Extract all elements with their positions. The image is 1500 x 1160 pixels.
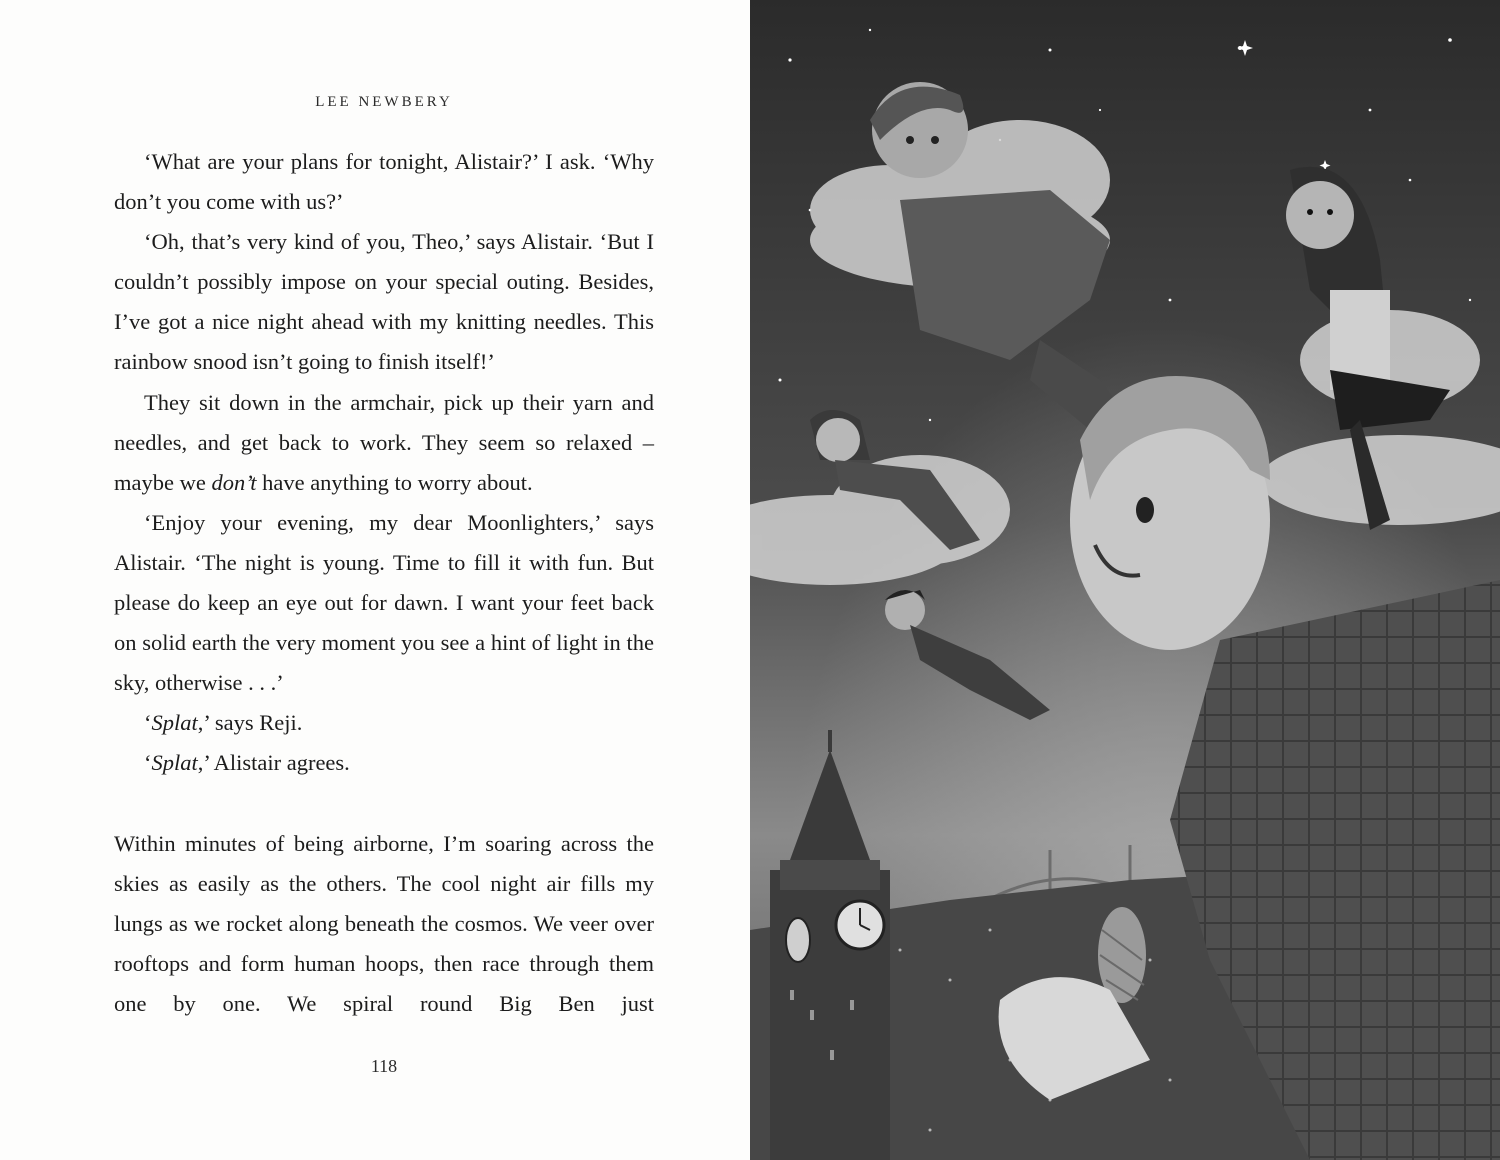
page-number: 118 [370,1056,398,1076]
running-head: LEE NEWBERY [315,94,453,110]
paragraph: ‘Oh, that’s very kind of you, Theo,’ says Alistair. ‘But I couldn’t possibly impose on your special outing. Besides, I’ve got a nice night ahead with my knitting needles. This rainbow snood isn’t going to finish itself!’ [114,229,654,375]
paragraph-text: They sit down in the armchair, pick up their yarn and needles, and get back to work. They seem so relaxed – maybe we [114,389,654,495]
paragraph-text: ,’ says Reji. [197,710,303,736]
paragraph [114,383,654,503]
paragraph [114,743,654,783]
paragraph-text: ,’ Alistair agrees. [197,750,350,776]
paragraph: ‘What are your plans for tonight, Alistair?’ I ask. ‘Why don’t you come with us?’ [114,149,654,215]
illustration-page [750,0,1500,1160]
paragraph [114,703,654,743]
paragraph-emphasis: don’t [211,469,257,495]
paragraph-text: ‘ [144,710,152,736]
paragraph: Within minutes of being airborne, I’m soaring across the skies as easily as the others. The cool night air fills my lungs as we rocket along beneath the cosmos. We veer over rooftops and form human hoops, then race through them one by one. We spiral round Big Ben just [114,830,654,1016]
paragraph-emphasis: Splat [151,750,198,776]
paragraph: ‘Enjoy your evening, my dear Moonlighters,’ says Alistair. ‘The night is young. Time to fill it with fun. But please do keep an eye out for dawn. I want your feet back on solid earth the very moment you see a hint of light in the sky, otherwise . . .’ [114,509,654,696]
paragraph-emphasis: Splat [151,710,198,736]
illustration [750,0,1500,1160]
paragraph-text: have anything to worry about. [256,469,533,495]
paragraph-text: ‘ [144,750,152,776]
text-block [114,142,654,1024]
